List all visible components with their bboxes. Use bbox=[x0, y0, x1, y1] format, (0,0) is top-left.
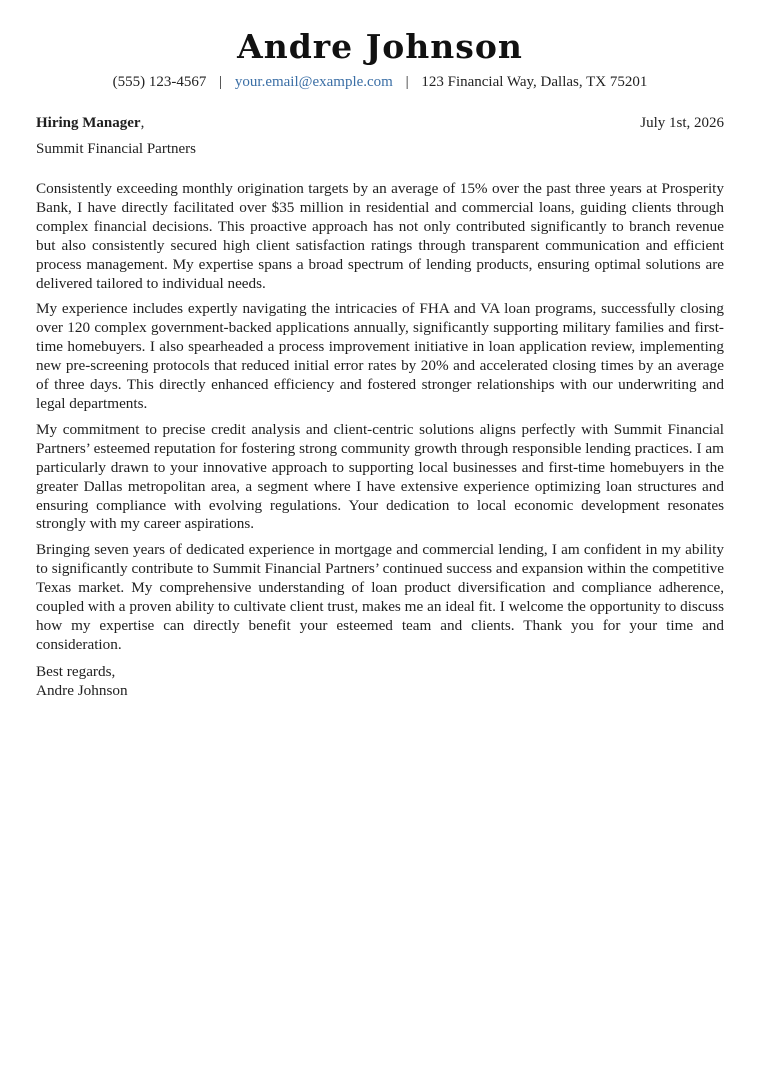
recipient-name-comma: , bbox=[140, 115, 145, 131]
applicant-name: Andre Johnson bbox=[237, 27, 523, 66]
body-paragraph: My experience includes expertly navigating the intricacies of FHA and VA loan programs, successfully closing over 120 complex government-backed applications annually, significantly supporting military families and first-time homebuyers. I also spearheaded a process improvement initiative in loan application review, implementing new pre-screening protocols that reduced initial error rates by 20% and accelerated closing times by an average of three days. This directly enhanced efficiency and fostered stronger relationships with our underwriting and legal departments. bbox=[36, 300, 724, 412]
closing-salutation: Best regards, bbox=[36, 662, 116, 680]
letter-date: July 1st, 2026 bbox=[640, 115, 724, 131]
recipient-row bbox=[36, 114, 724, 133]
contact-line bbox=[36, 72, 724, 92]
recipient-company: Summit Financial Partners bbox=[36, 141, 196, 157]
letter-body bbox=[36, 180, 724, 700]
body-paragraph: Consistently exceeding monthly origination targets by an average of 15% over the past three years at Prosperity Bank, I have directly facilitated over $35 million in residential and commercial loans, guiding clients through complex financial decisions. This proactive approach has not only contributed significantly to branch revenue but also consistently secured high client satisfaction ratings through transparent communication and efficient process management. My expertise spans a broad spectrum of lending products, ensuring optimal solutions are delivered tailored to individual needs. bbox=[36, 180, 724, 292]
email-link[interactable]: your.email@example.com bbox=[234, 74, 393, 90]
body-paragraph: My commitment to precise credit analysis and client-centric solutions aligns perfectly with Summit Financial Partners’ esteemed reputation for fostering strong community growth through responsible lending practices. I am particularly drawn to your innovative approach to supporting local businesses and first-time homebuyers in the greater Dallas metropolitan area, a segment where I have extensive experience optimizing loan structures and ensuring compliance with evolving regulations. Your dedication to local economic development resonates strongly with my career aspirations. bbox=[36, 420, 724, 533]
address: 123 Financial Way, Dallas, TX 75201 bbox=[421, 74, 648, 90]
recipient-name: Hiring Manager bbox=[36, 115, 141, 131]
closing-block bbox=[36, 662, 724, 700]
contact-separator: | bbox=[219, 74, 223, 90]
signature-name: Andre Johnson bbox=[36, 681, 128, 699]
phone-number: (555) 123-4567 bbox=[112, 74, 207, 90]
body-paragraph: Bringing seven years of dedicated experience in mortgage and commercial lending, I am confident in my ability to significantly contribute to Summit Financial Partners’ continued success and expansion within the competitive Texas market. My comprehensive understanding of loan product diversification and compliance adherence, coupled with a proven ability to cultivate client trust, makes me an ideal fit. I welcome the opportunity to discuss how my expertise can directly benefit your esteemed team and clients. Thank you for your time and consideration. bbox=[36, 541, 724, 653]
contact-separator: | bbox=[405, 74, 409, 90]
